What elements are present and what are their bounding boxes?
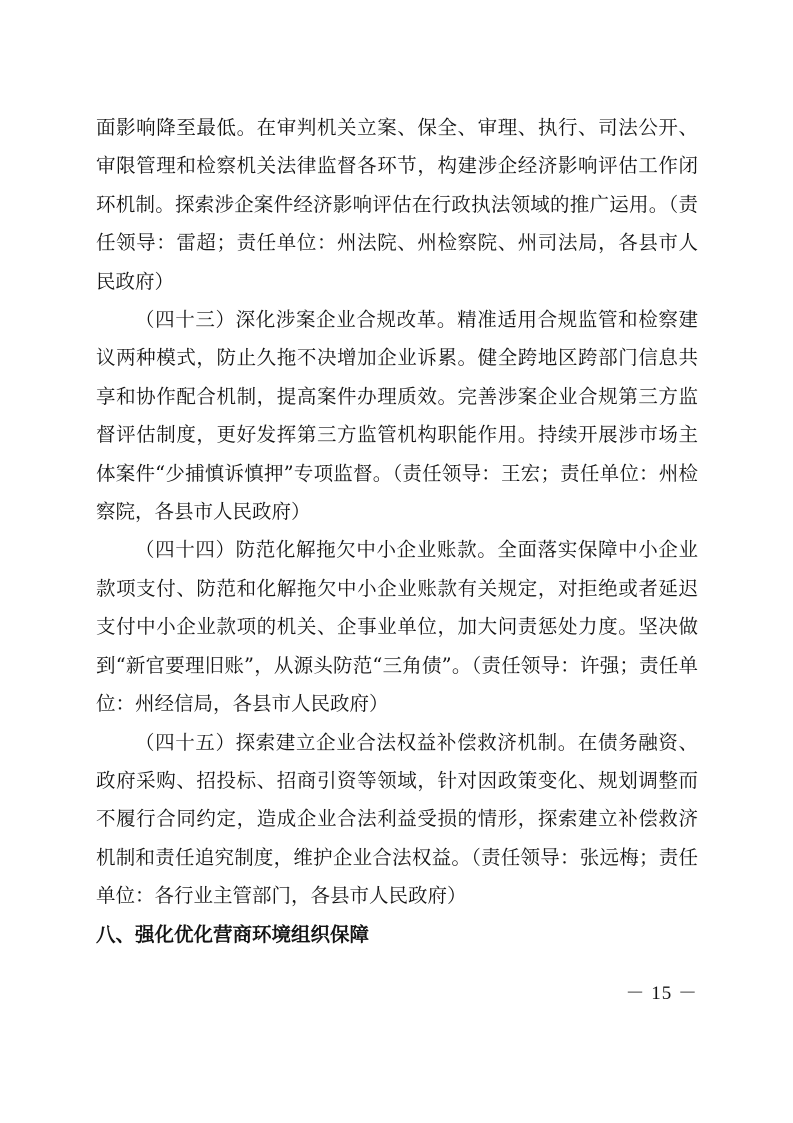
paragraph-continued: 面影响降至最低。在审判机关立案、保全、审理、执行、司法公开、审限管理和检察机关法律监督各环节，构建涉企经济影响评估工作闭环机制。探索涉企案件经济影响评估在行政执法领域的推广运用。（责任领导：雷超；责任单位：州法院、州检察院、州司法局，各县市人民政府） <box>96 116 698 293</box>
page-number: － 15 － <box>625 983 698 1004</box>
paragraph-43: （四十三）深化涉案企业合规改革。精准适用合规监管和检察建议两种模式，防止久拖不决增加企业诉累。健全跨地区跨部门信息共享和协作配合机制，提高案件办理质效。完善涉案企业合规第三方监督评估制度，更好发挥第三方监管机构职能作用。持续开展涉市场主体案件“少捕慎诉慎押”专项监督。（责任领导：王宏；责任单位：州检察院，各县市人民政府） <box>96 308 698 524</box>
document-body <box>96 109 698 954</box>
section-heading: 八、强化优化营商环境组织保障 <box>96 922 370 946</box>
paragraph-44: （四十四）防范化解拖欠中小企业账款。全面落实保障中小企业款项支付、防范和化解拖欠中小企业账款有关规定，对拒绝或者延迟支付中小企业款项的机关、企事业单位，加大问责惩处力度。坚决做到“新官要理旧账”，从源头防范“三角债”。（责任领导：许强；责任单位：州经信局，各县市人民政府） <box>96 538 698 716</box>
paragraph-45: （四十五）探索建立企业合法权益补偿救济机制。在债务融资、政府采购、招投标、招商引资等领域，针对因政策变化、规划调整而不履行合同约定，造成企业合法利益受损的情形，探索建立补偿救济机制和责任追究制度，维护企业合法权益。（责任领导：张远梅；责任单位：各行业主管部门，各县市人民政府） <box>96 730 698 908</box>
